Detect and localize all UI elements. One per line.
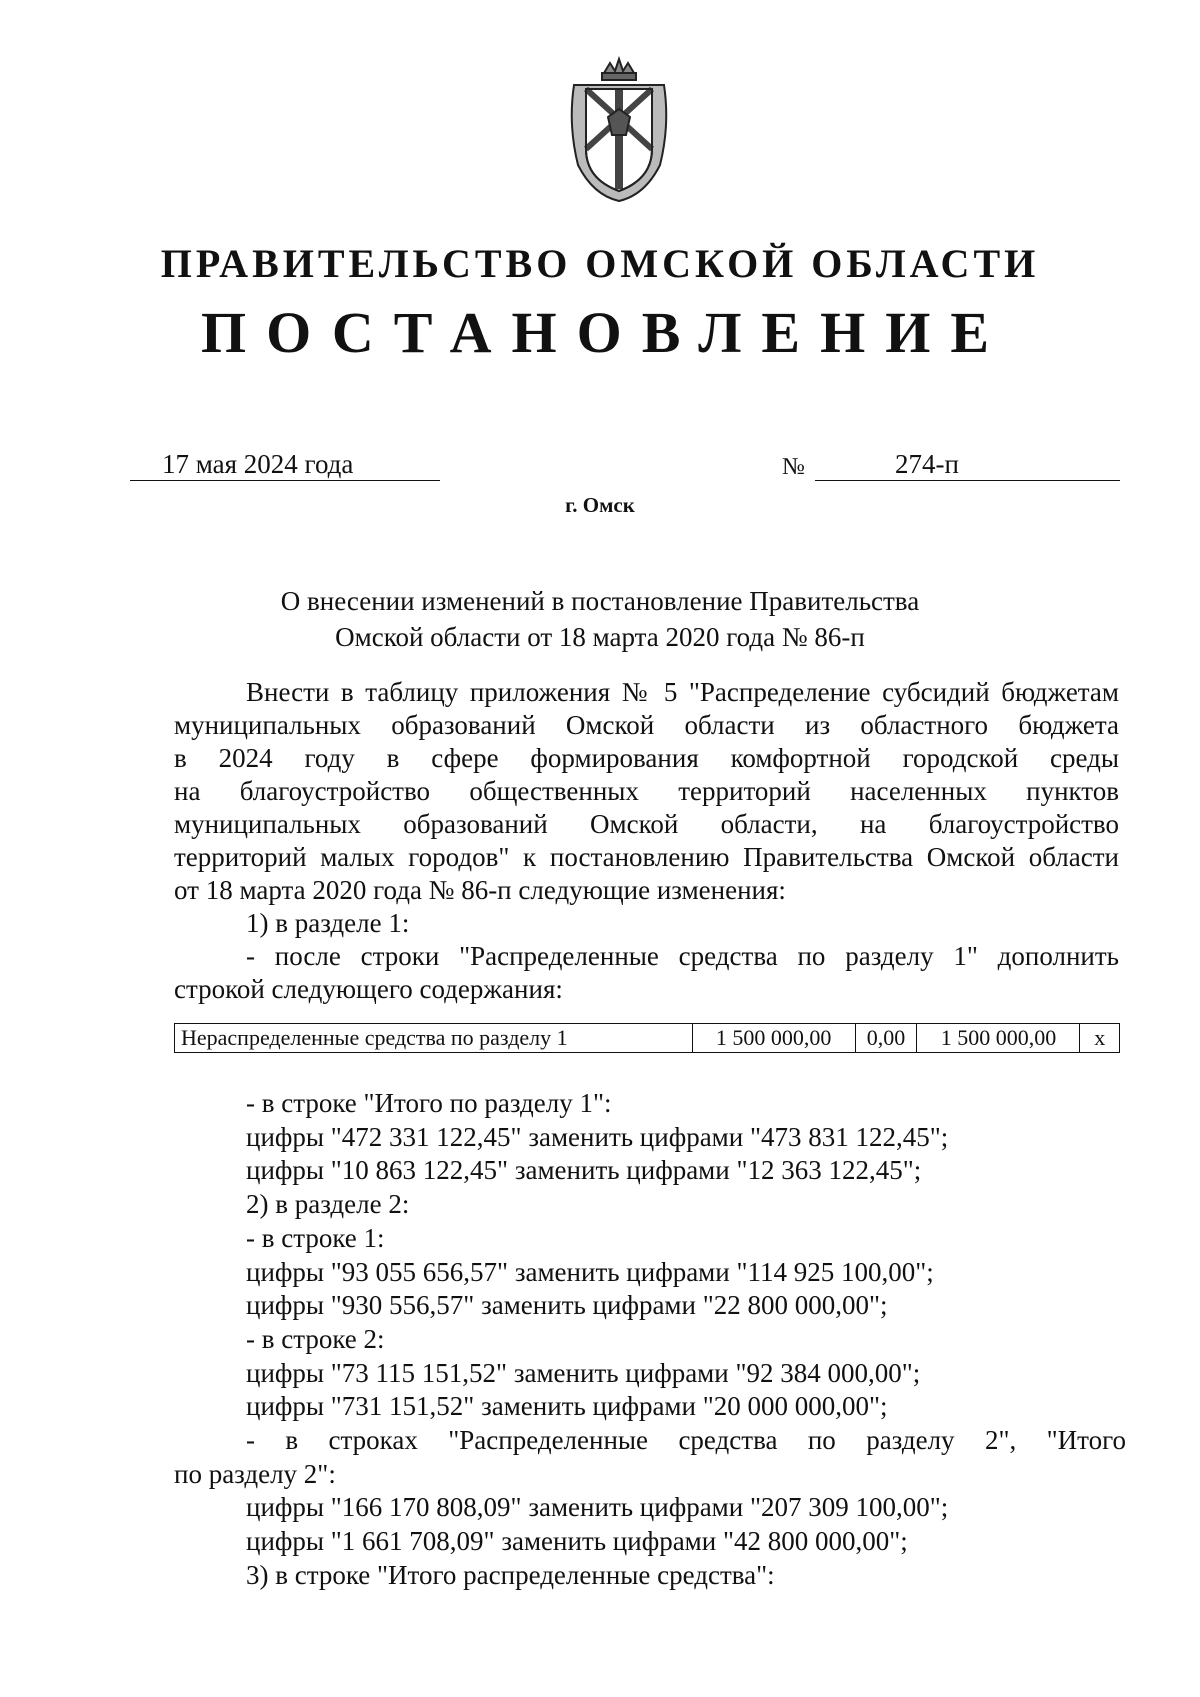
text-line: от 18 марта 2020 года № 86-п следующие изменения: [174, 875, 786, 905]
intro-paragraph [174, 676, 1119, 1006]
document-type: ПОСТАНОВЛЕНИЕ [200, 300, 1010, 365]
text-line: территорий малых городов" к постановлению Правительства Омской области [174, 842, 1119, 872]
text-line: цифры "93 055 656,57" заменить цифрами "114 925 100,00"; [246, 1256, 934, 1287]
text-line: цифры "10 863 122,45" заменить цифрами "12 363 122,45"; [246, 1155, 922, 1186]
text-line: муниципальных образований Омской области из областного бюджета [174, 710, 1119, 740]
changes-list [174, 1087, 1126, 1593]
text-line: - после строки "Распределенные средства по разделу 1" дополнить [246, 941, 1119, 971]
text-line: 3) в строке "Итого распределенные средства": [246, 1559, 775, 1590]
text-line: цифры "73 115 151,52" заменить цифрами "92 384 000,00"; [246, 1357, 921, 1388]
text-line: 2) в разделе 2: [246, 1189, 410, 1220]
text-line: цифры "472 331 122,45" заменить цифрами "473 831 122,45"; [246, 1121, 949, 1152]
document-date: 17 мая 2024 года [162, 449, 354, 479]
table-cell-value: 1 500 000,00 [917, 1024, 1080, 1053]
text-line: цифры "930 556,57" заменить цифрами "22 800 000,00"; [246, 1290, 888, 1321]
subject-line: Омской области от 18 марта 2020 года № 86-п [335, 622, 865, 652]
text-line: муниципальных образований Омской области, на благоустройство [174, 809, 1119, 839]
table-cell-name: Нераспределенные средства по разделу 1 [175, 1024, 693, 1053]
text-line: на благоустройство общественных территорий населенных пунктов [174, 776, 1119, 806]
coat-of-arms-icon [566, 55, 672, 205]
text-line: Внести в таблицу приложения № 5 "Распределение субсидий бюджетам [246, 677, 1119, 707]
text-line: цифры "731 151,52" заменить цифрами "20 000 000,00"; [246, 1391, 888, 1422]
subject-line: О внесении изменений в постановление Правительства [280, 586, 920, 616]
table-cell-value: 0,00 [855, 1024, 917, 1053]
document-number: 274-п [895, 449, 959, 479]
text-line: - в строке "Итого по разделу 1": [246, 1088, 612, 1118]
text-line: строкой следующего содержания: [174, 974, 563, 1004]
text-line: 1) в разделе 1: [246, 908, 410, 938]
number-field [815, 448, 1120, 481]
text-line: - в строке 1: [246, 1222, 385, 1253]
table-cell-mark: х [1080, 1024, 1120, 1053]
text-line: по разделу 2": [174, 1458, 336, 1489]
table-cell-value: 1 500 000,00 [692, 1024, 855, 1053]
government-name: ПРАВИТЕЛЬСТВО ОМСКОЙ ОБЛАСТИ [160, 241, 1040, 286]
text-line: в 2024 году в сфере формирования комфортной городской среды [174, 743, 1119, 773]
text-line: - в строках "Распределенные средства по разделу 2", "Итого [246, 1425, 1126, 1456]
text-line: цифры "1 661 708,09" заменить цифрами "42 800 000,00"; [246, 1526, 908, 1557]
text-line: цифры "166 170 808,09" заменить цифрами "207 309 100,00"; [246, 1492, 949, 1523]
document-subject [0, 583, 1200, 655]
date-field [130, 448, 440, 481]
number-sign: № [782, 454, 805, 480]
city-name: г. Омск [565, 493, 635, 517]
table-row [175, 1024, 1120, 1053]
inserted-row-table [174, 1023, 1120, 1053]
text-line: - в строке 2: [246, 1323, 385, 1354]
